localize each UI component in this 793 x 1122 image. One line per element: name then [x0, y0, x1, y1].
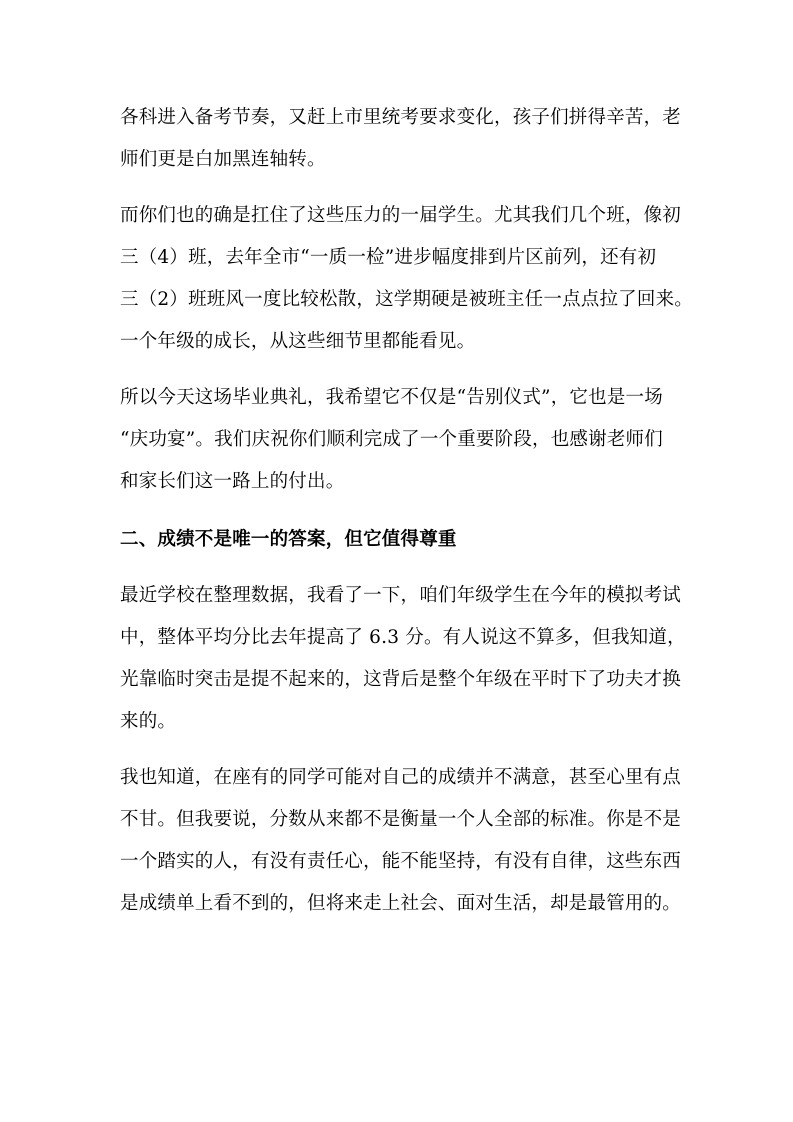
- paragraph-3-line-2: “庆功宴”。我们庆祝你们顺利完成了一个重要阶段，也感谢老师们: [120, 429, 663, 450]
- paragraph-5-line-4: 是成绩单上看不到的，但将来走上社会、面对生活，却是最管用的。: [120, 893, 682, 914]
- paragraph-4-line-3: 光靠临时突击是提不起来的，这背后是整个年级在平时下了功夫才换: [120, 669, 682, 690]
- paragraph-1-line-2: 师们更是白加黑连轴转。: [120, 149, 326, 170]
- paragraph-2-line-1: 而你们也的确是扛住了这些压力的一届学生。尤其我们几个班，像初: [120, 205, 682, 226]
- paragraph-3-line-1: 所以今天这场毕业典礼，我希望它不仅是“告别仪式”，它也是一场: [120, 387, 663, 408]
- paragraph-4-line-1: 最近学校在整理数据，我看了一下，咱们年级学生在今年的模拟考试: [120, 585, 682, 606]
- paragraph-1-line-1: 各科进入备考节奏，又赶上市里统考要求变化，孩子们拼得辛苦，老: [120, 107, 682, 128]
- paragraph-3-line-3: 和家长们这一路上的付出。: [120, 471, 345, 492]
- paragraph-5-line-3: 一个踏实的人，有没有责任心，能不能坚持，有没有自律，这些东西: [120, 851, 682, 872]
- paragraph-4-line-2: 中，整体平均分比去年提高了 6.3 分。有人说这不算多，但我知道，: [120, 627, 686, 648]
- paragraph-2-line-2: 三（4）班，去年全市“一质一检”进步幅度排到片区前列，还有初: [120, 247, 657, 268]
- paragraph-2-line-4: 一个年级的成长，从这些细节里都能看见。: [120, 331, 476, 352]
- paragraph-5-line-1: 我也知道，在座有的同学可能对自己的成绩并不满意，甚至心里有点: [120, 767, 682, 788]
- paragraph-5-line-2: 不甘。但我要说，分数从来都不是衡量一个人全部的标准。你是不是: [120, 809, 682, 830]
- paragraph-2-line-3: 三（2）班班风一度比较松散，这学期硬是被班主任一点点拉了回来。: [120, 289, 693, 310]
- section-heading: 二、成绩不是唯一的答案，但它值得尊重: [120, 529, 457, 550]
- paragraph-4-line-4: 来的。: [120, 711, 177, 732]
